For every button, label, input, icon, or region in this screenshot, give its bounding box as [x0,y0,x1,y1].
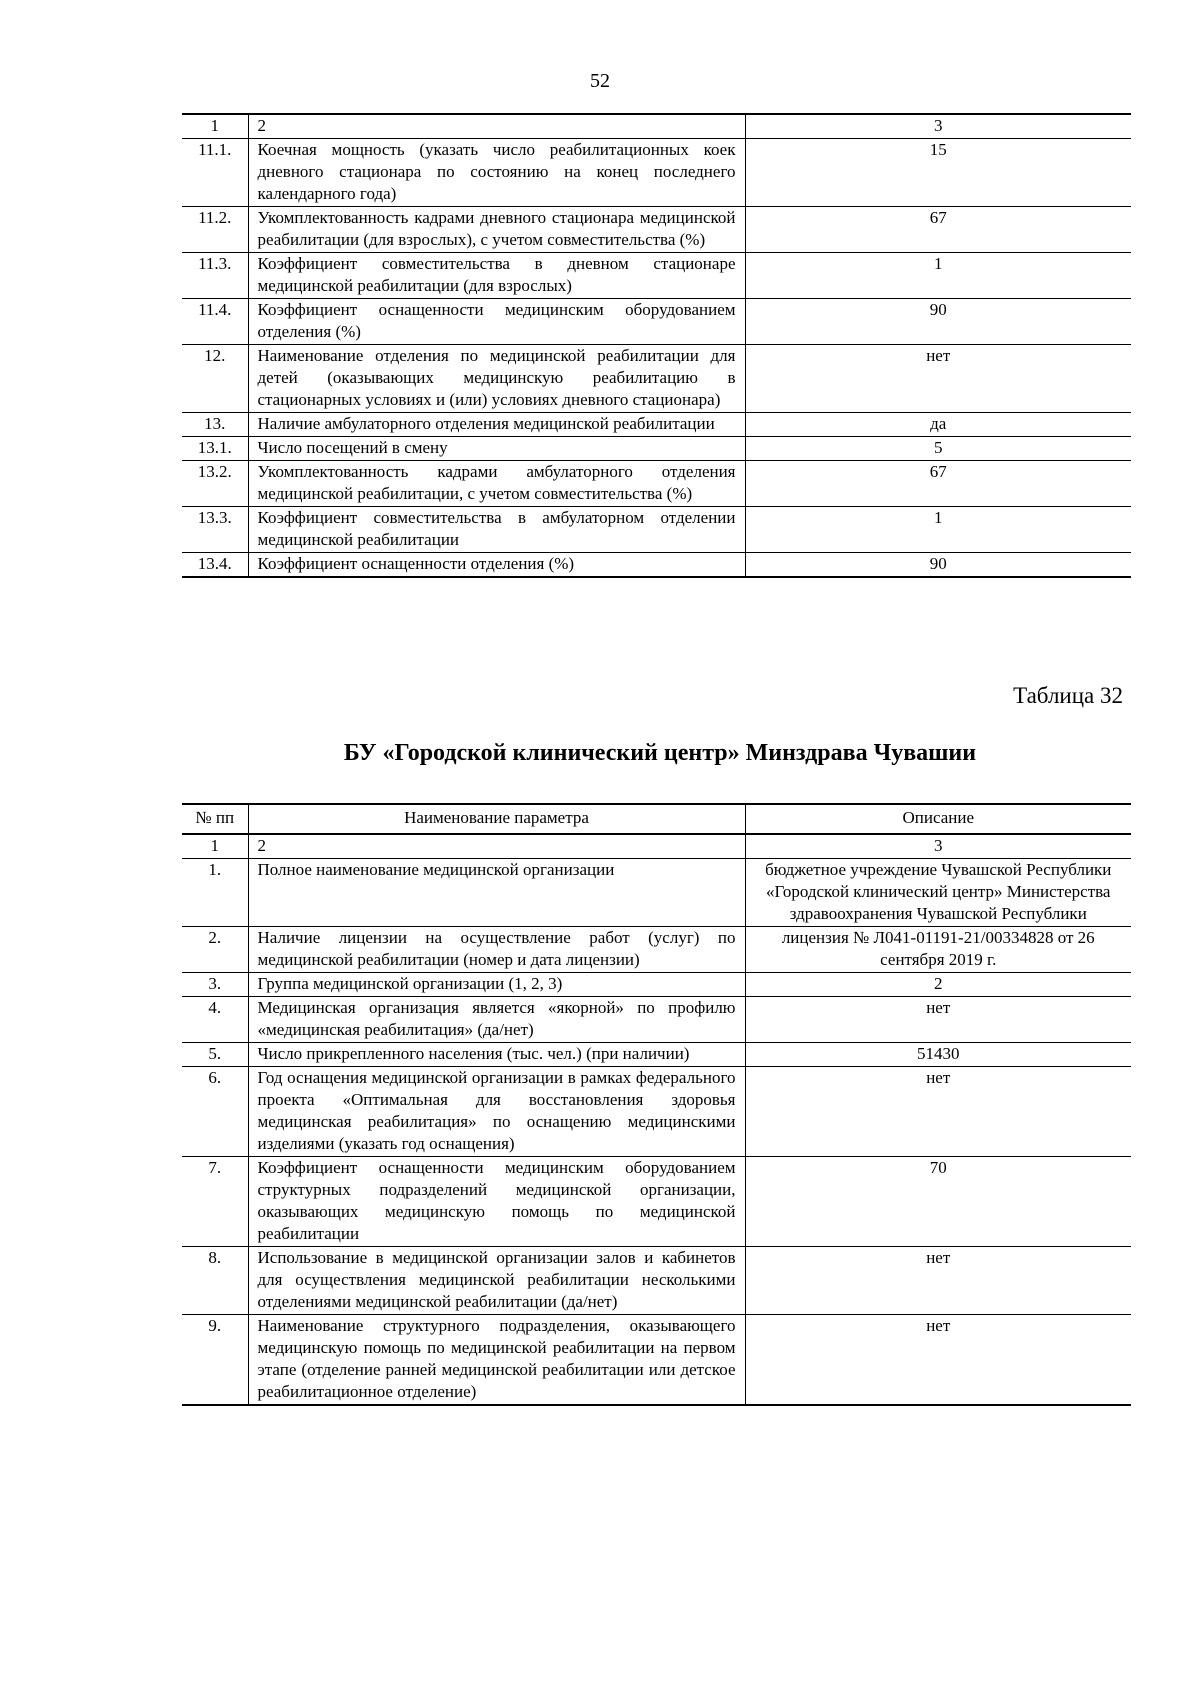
table-row [182,437,1131,461]
table-row [182,345,1131,413]
parameter-value: лицензия № Л041-01191-21/00334828 от 26 сентября 2019 г. [745,927,1131,973]
table-row [182,1067,1131,1157]
parameter-name: Группа медицинской организации (1, 2, 3) [248,973,745,997]
parameter-name: Наличие лицензии на осуществление работ (услуг) по медицинской реабилитации (номер и дата лицензии) [248,927,745,973]
table-header-row [182,114,1131,139]
column-number: 1 [182,114,248,139]
table-row [182,1315,1131,1406]
parameter-value: 70 [745,1157,1131,1247]
row-number: 1. [182,859,248,927]
row-number: 9. [182,1315,248,1406]
table-row [182,973,1131,997]
table-row [182,1247,1131,1315]
parameter-name: Коэффициент оснащенности отделения (%) [248,553,745,578]
row-number: 13.4. [182,553,248,578]
parameter-name: Укомплектованность кадрами дневного стационара медицинской реабилитации (для взрослых), с учетом совместительства (%) [248,207,745,253]
table-label: Таблица 32 [1013,683,1123,708]
parameter-value: да [745,413,1131,437]
table-row [182,139,1131,207]
parameter-value: 2 [745,973,1131,997]
column-number: 2 [248,834,745,859]
parameter-value: 15 [745,139,1131,207]
parameter-name: Год оснащения медицинской организации в рамках федерального проекта «Оптимальная для восстановления здоровья медицинская реабилитация» по оснащению медицинскими изделиями (указать год оснащения) [248,1067,745,1157]
row-number: 12. [182,345,248,413]
row-number: 2. [182,927,248,973]
table-row [182,859,1131,927]
organization-table [182,803,1131,1406]
parameter-name: Полное наименование медицинской организации [248,859,745,927]
parameter-name: Коэффициент совместительства в амбулаторном отделении медицинской реабилитации [248,507,745,553]
column-header: № пп [182,804,248,834]
table-title: БУ «Городской клинический центр» Минздрава Чувашии [343,740,977,766]
column-numbering-row [182,834,1131,859]
table-row [182,927,1131,973]
column-number: 1 [182,834,248,859]
row-number: 3. [182,973,248,997]
parameter-value: 5 [745,437,1131,461]
parameter-name: Число прикрепленного населения (тыс. чел.) (при наличии) [248,1043,745,1067]
parameter-value: 67 [745,207,1131,253]
parameter-name: Медицинская организация является «якорной» по профилю «медицинская реабилитация» (да/нет) [248,997,745,1043]
parameter-name: Укомплектованность кадрами амбулаторного отделения медицинской реабилитации, с учетом совместительства (%) [248,461,745,507]
parameter-name: Наименование отделения по медицинской реабилитации для детей (оказывающих медицинскую реабилитацию в стационарных условиях и (или) условиях дневного стационара) [248,345,745,413]
parameter-value: 1 [745,507,1131,553]
row-number: 7. [182,1157,248,1247]
table-row [182,1157,1131,1247]
table-row [182,207,1131,253]
parameter-value: 1 [745,253,1131,299]
parameter-name: Коэффициент совместительства в дневном стационаре медицинской реабилитации (для взрослых) [248,253,745,299]
row-number: 11.4. [182,299,248,345]
row-number: 11.3. [182,253,248,299]
parameter-name: Наличие амбулаторного отделения медицинской реабилитации [248,413,745,437]
parameter-value: 51430 [745,1043,1131,1067]
row-number: 8. [182,1247,248,1315]
row-number: 5. [182,1043,248,1067]
column-header: Описание [745,804,1131,834]
row-number: 13.2. [182,461,248,507]
parameter-name: Коэффициент оснащенности медицинским оборудованием структурных подразделений медицинской организации, оказывающих медицинскую помощь по медицинской реабилитации [248,1157,745,1247]
parameter-value: нет [745,345,1131,413]
table-row [182,413,1131,437]
row-number: 13.3. [182,507,248,553]
column-number: 2 [248,114,745,139]
row-number: 4. [182,997,248,1043]
parameter-name: Коечная мощность (указать число реабилитационных коек дневного стационара по состоянию на конец последнего календарного года) [248,139,745,207]
parameter-value: нет [745,1067,1131,1157]
page-number: 52 [590,70,610,92]
row-number: 13. [182,413,248,437]
column-header: Наименование параметра [248,804,745,834]
row-number: 11.2. [182,207,248,253]
table-row [182,553,1131,578]
table-row [182,997,1131,1043]
parameter-name: Наименование структурного подразделения, оказывающего медицинскую помощь по медицинской реабилитации на первом этапе (отделение ранней медицинской реабилитации или детское реабилитационное отделение) [248,1315,745,1406]
parameter-name: Число посещений в смену [248,437,745,461]
parameter-value: бюджетное учреждение Чувашской Республики «Городской клинический центр» Министерства здравоохранения Чувашской Республики [745,859,1131,927]
table-row [182,299,1131,345]
table-row [182,507,1131,553]
table-row [182,1043,1131,1067]
row-number: 13.1. [182,437,248,461]
parameter-name: Использование в медицинской организации залов и кабинетов для осуществления медицинской реабилитации несколькими отделениями медицинской реабилитации (да/нет) [248,1247,745,1315]
parameter-value: 67 [745,461,1131,507]
parameter-value: нет [745,997,1131,1043]
row-number: 11.1. [182,139,248,207]
parameter-value: 90 [745,299,1131,345]
column-number: 3 [745,114,1131,139]
table-header-row [182,804,1131,834]
parameter-value: нет [745,1315,1131,1406]
parameter-value: 90 [745,553,1131,578]
parameter-value: нет [745,1247,1131,1315]
table-row [182,253,1131,299]
row-number: 6. [182,1067,248,1157]
continuation-table [182,113,1131,578]
column-number: 3 [745,834,1131,859]
table-row [182,461,1131,507]
parameter-name: Коэффициент оснащенности медицинским оборудованием отделения (%) [248,299,745,345]
